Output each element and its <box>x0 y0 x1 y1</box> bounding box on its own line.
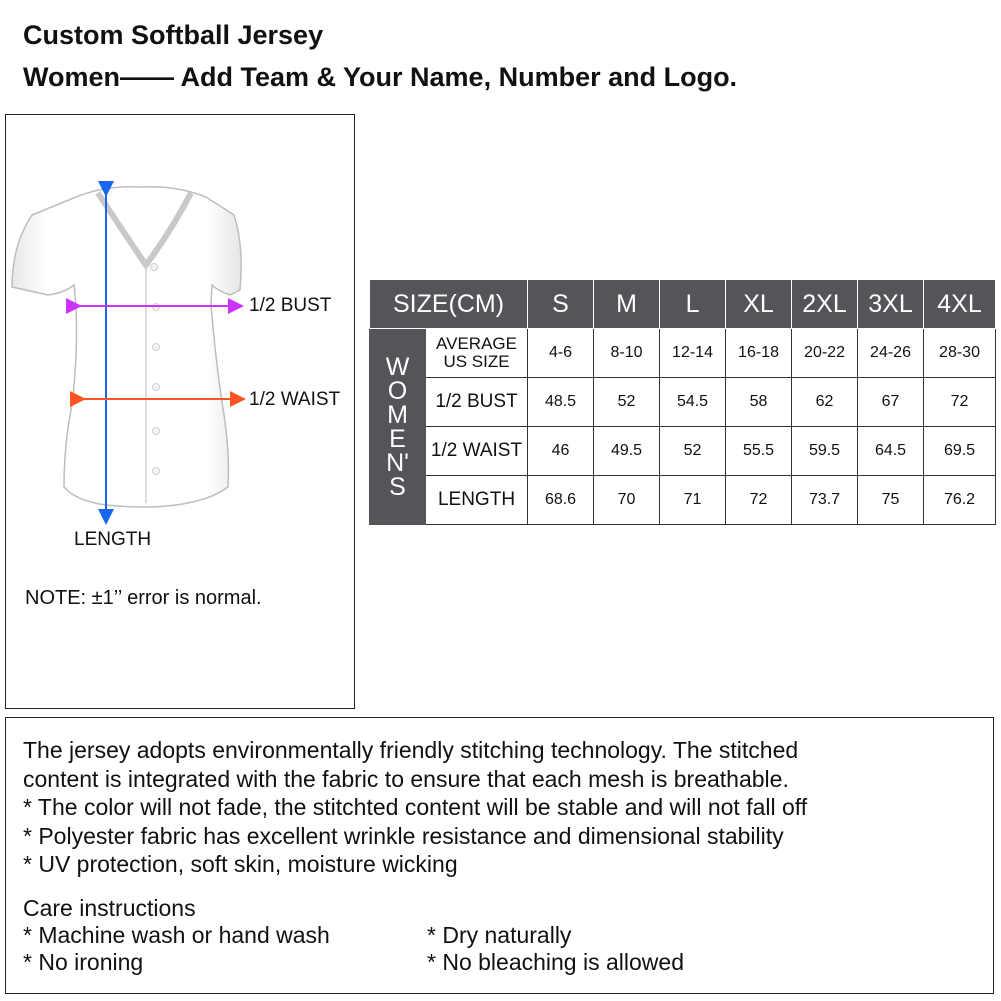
table-cell: 64.5 <box>858 427 924 476</box>
feature-bullet: * UV protection, soft skin, moisture wicking <box>23 851 458 877</box>
row-label-bust: 1/2 BUST <box>426 378 528 427</box>
table-cell: 76.2 <box>924 476 996 525</box>
table-cell: 48.5 <box>528 378 594 427</box>
table-cell: 58 <box>726 378 792 427</box>
size-header-cell: M <box>594 280 660 329</box>
page-subtitle: Women—— Add Team & Your Name, Number and Logo. <box>23 62 738 92</box>
size-header-cell: L <box>660 280 726 329</box>
table-cell: 20-22 <box>792 329 858 378</box>
table-cell: 70 <box>594 476 660 525</box>
page-title: Custom Softball Jersey <box>23 20 324 50</box>
table-cell: 12-14 <box>660 329 726 378</box>
table-cell: 16-18 <box>726 329 792 378</box>
table-row <box>370 329 996 378</box>
table-cell: 72 <box>924 378 996 427</box>
size-header-row <box>370 280 996 329</box>
feature-bullet: * The color will not fade, the stitchted content will be stable and will not fall off <box>23 794 808 820</box>
table-cell: 8-10 <box>594 329 660 378</box>
length-label: LENGTH <box>74 529 152 550</box>
description-line: content is integrated with the fabric to ensure that each mesh is breathable. <box>23 765 789 792</box>
table-cell: 52 <box>594 378 660 427</box>
table-cell: 55.5 <box>726 427 792 476</box>
jersey-illustration <box>6 115 354 708</box>
table-cell: 24-26 <box>858 329 924 378</box>
table-cell: 69.5 <box>924 427 996 476</box>
row-label-average-us-size: AVERAGE US SIZE <box>426 329 528 378</box>
description-line: The jersey adopts environmentally friendly stitching technology. The stitched <box>23 737 799 763</box>
size-header-cell: XL <box>726 280 792 329</box>
table-cell: 59.5 <box>792 427 858 476</box>
jersey-diagram-panel <box>5 114 355 709</box>
table-cell: 4-6 <box>528 329 594 378</box>
care-item: * No bleaching is allowed <box>427 949 684 975</box>
size-chart-table <box>369 279 996 525</box>
description-text <box>23 736 983 879</box>
table-cell: 72 <box>726 476 792 525</box>
size-header-cell: 2XL <box>792 280 858 329</box>
table-cell: 54.5 <box>660 378 726 427</box>
size-header-cell: 4XL <box>924 280 996 329</box>
table-cell: 73.7 <box>792 476 858 525</box>
table-cell: 28-30 <box>924 329 996 378</box>
note-text: NOTE: ±1’’ error is normal. <box>25 587 262 609</box>
care-item: * Dry naturally <box>427 922 572 948</box>
table-row <box>370 476 996 525</box>
waist-label: 1/2 WAIST <box>249 389 341 410</box>
care-instructions-title: Care instructions <box>23 895 196 921</box>
care-item: * Machine wash or hand wash <box>23 922 330 948</box>
table-cell: 46 <box>528 427 594 476</box>
feature-bullet: * Polyester fabric has excellent wrinkle resistance and dimensional stability <box>23 822 784 849</box>
table-cell: 67 <box>858 378 924 427</box>
table-row <box>370 427 996 476</box>
description-panel <box>5 717 994 994</box>
table-cell: 62 <box>792 378 858 427</box>
row-label-length: LENGTH <box>426 476 528 525</box>
size-corner-label: SIZE(CM) <box>370 280 528 329</box>
womens-group-label: W O M E N' S <box>370 329 426 525</box>
table-row <box>370 378 996 427</box>
bust-label: 1/2 BUST <box>249 295 332 316</box>
table-cell: 68.6 <box>528 476 594 525</box>
row-label-waist: 1/2 WAIST <box>426 427 528 476</box>
table-cell: 75 <box>858 476 924 525</box>
care-item: * No ironing <box>23 949 144 975</box>
size-header-cell: S <box>528 280 594 329</box>
table-cell: 71 <box>660 476 726 525</box>
table-cell: 52 <box>660 427 726 476</box>
size-header-cell: 3XL <box>858 280 924 329</box>
table-cell: 49.5 <box>594 427 660 476</box>
